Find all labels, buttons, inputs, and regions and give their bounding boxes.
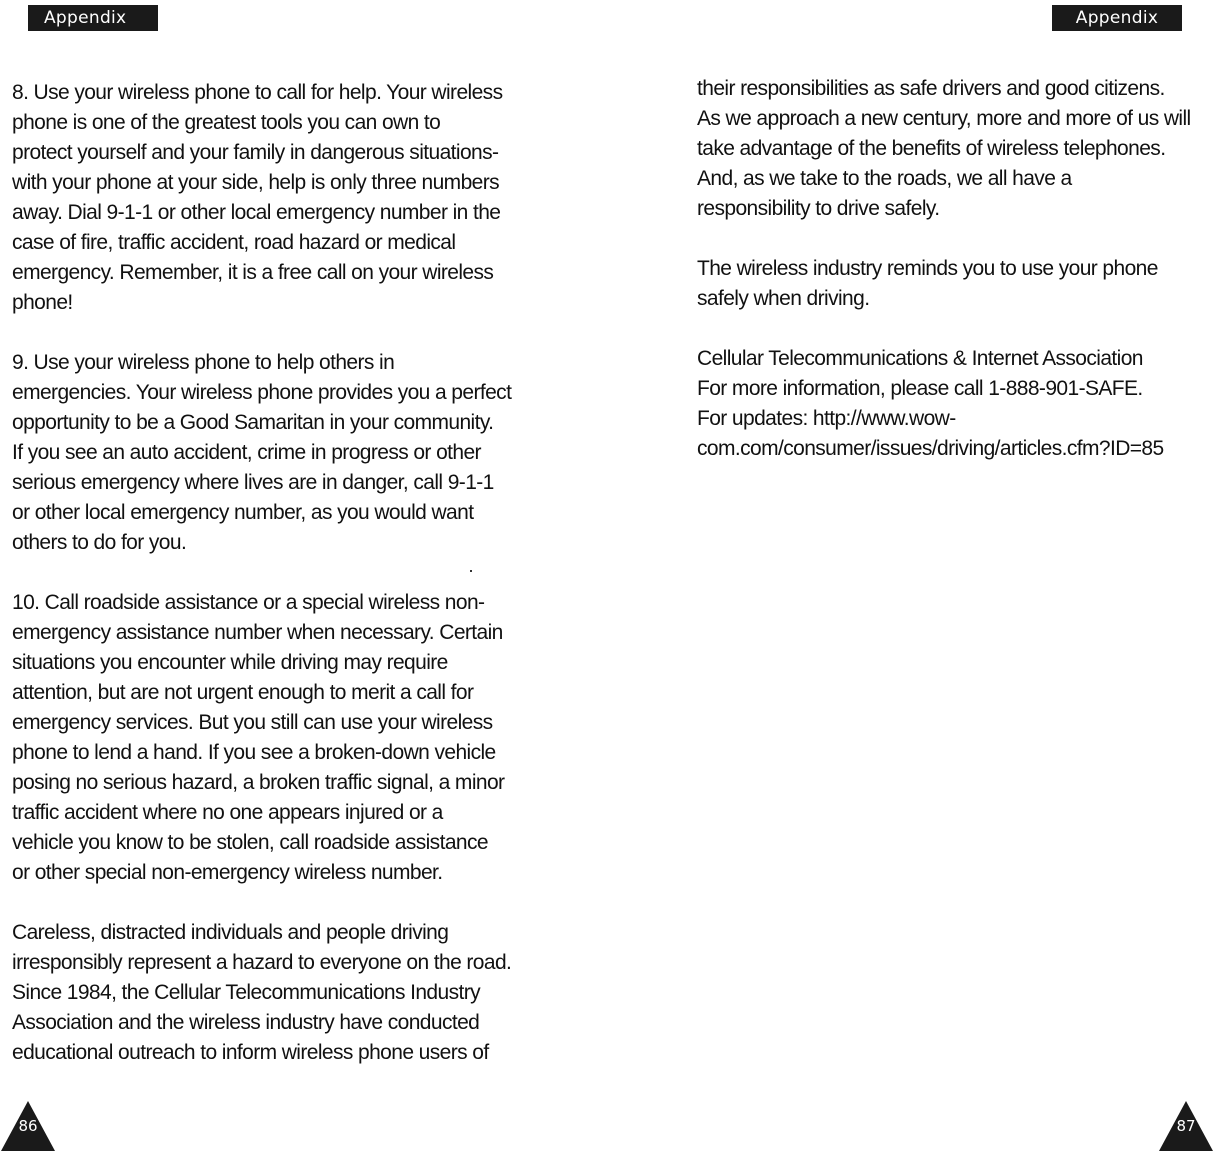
page-number-triangle-right <box>1158 1099 1214 1151</box>
right-page-body <box>697 74 1214 464</box>
paragraph-careless-drivers: Careless, distracted individuals and people driving irresponsibly represent a hazard to everyone on the road. Since 1984, the Cellular Telecommunications Industry Association and the wireless industry have conducted educational outreach to inform wireless phone users of <box>12 921 512 1064</box>
appendix-header-tab-left: Appendix <box>28 5 158 31</box>
paragraph-responsibilities: their responsibilities as safe drivers and good citizens. As we approach a new century, more and more of us will take advantage of the benefits of wireless telephones. And, as we take to the roads, we all have a responsibility to drive safely. <box>697 77 1191 220</box>
page-number-right: 87 <box>1176 1117 1196 1135</box>
paragraph-contact-info: Cellular Telecommunications & Internet Association For more information, please call 1-888-901-SAFE. For updates: http://www.wow- com.com/consumer/issues/driving/articles.cfm?ID=85 <box>697 347 1164 460</box>
paragraph-item-10: 10. Call roadside assistance or a special wireless non- emergency assistance number when necessary. Certain situations you encounter while driving may require attention, but are not urgent enough to merit a call for emergency services. But you still can use your wireless phone to lend a hand. If you see a broken-down vehicle posing no serious hazard, a broken traffic signal, a minor traffic accident where no one appears injured or a vehicle you know to be stolen, call roadside assistance or other special non-emergency wireless number. <box>12 591 505 884</box>
page-number-left: 86 <box>18 1117 38 1135</box>
appendix-header-tab-right: Appendix <box>1052 5 1182 31</box>
paragraph-industry-reminder: The wireless industry reminds you to use your phone safely when driving. <box>697 257 1158 310</box>
left-page-body <box>12 78 572 1068</box>
paragraph-item-9: 9. Use your wireless phone to help others in emergencies. Your wireless phone provides you a perfect opportunity to be a Good Samaritan in your community. If you see an auto accident, crime in progress or other serious emergency where lives are in danger, call 9-1-1 or other local emergency number, as you would want others to do for you. <box>12 351 512 554</box>
page-number-triangle-left <box>0 1099 56 1151</box>
paragraph-item-8: 8. Use your wireless phone to call for help. Your wireless phone is one of the greatest tools you can own to protect yourself and your family in dangerous situations- with your phone at your side, help is only three numbers away. Dial 9-1-1 or other local emergency number in the case of fire, traffic accident, road hazard or medical emergency. Remember, it is a free call on your wireless phone! <box>12 81 503 314</box>
scan-speck <box>470 570 472 572</box>
